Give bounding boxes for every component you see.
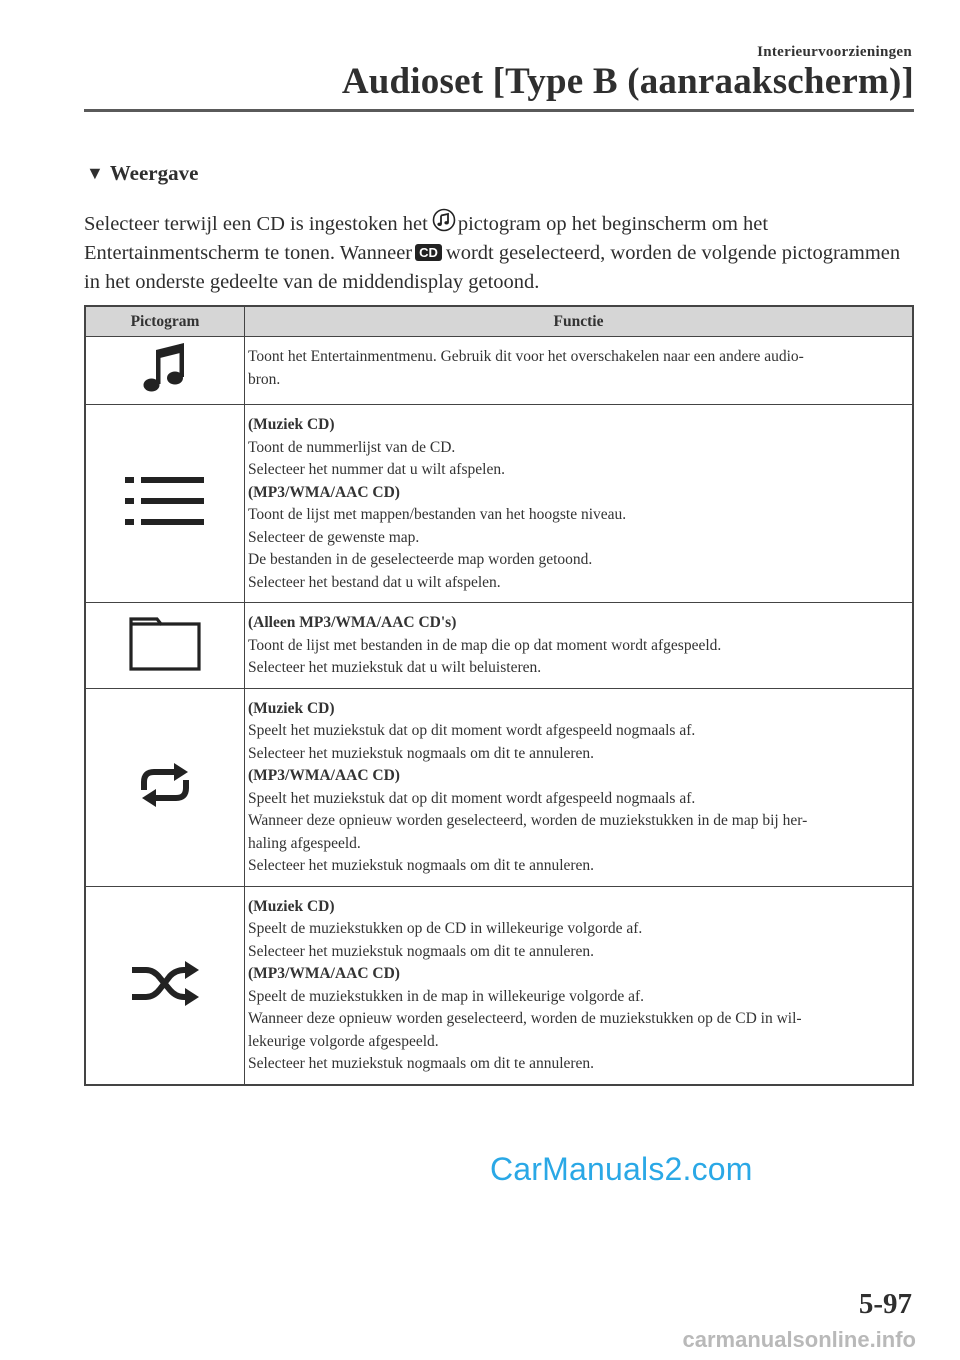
footer-source: carmanualsonline.info xyxy=(682,1327,916,1352)
description-line: Toont de nummerlijst van de CD. xyxy=(248,438,456,456)
description-line: Selecteer het muziekstuk dat u wilt beluisteren. xyxy=(248,659,542,676)
description-line: Selecteer het muziekstuk nogmaals om dit te annuleren. xyxy=(248,1055,595,1072)
description-line: Wanneer deze opnieuw worden geselecteerd, worden de muziekstukken in de map bij her- xyxy=(248,812,808,829)
page-number: 5-97 xyxy=(858,1288,912,1320)
page-title: Audioset [Type B (aanraakscherm)] xyxy=(341,61,914,102)
function-table xyxy=(84,305,914,1086)
description-line: Speelt het muziekstuk dat op dit moment wordt afgespeeld nogmaals af. xyxy=(248,789,696,807)
section-heading-text: Weergave xyxy=(109,161,199,185)
repeat-icon xyxy=(134,760,196,810)
icon-cell xyxy=(85,603,245,689)
description-line: (Muziek CD) xyxy=(248,699,335,717)
intro-paragraph xyxy=(84,207,904,297)
section-heading xyxy=(86,161,198,186)
triangle-down-icon: ▼ xyxy=(86,163,104,183)
description-line: Selecteer het muziekstuk nogmaals om dit te annuleren. xyxy=(248,942,595,960)
list-icon xyxy=(125,476,205,526)
section-label: Interieurvoorzieningen xyxy=(757,44,912,60)
description-line: (MP3/WMA/AAC CD) xyxy=(248,965,400,982)
table-header-row xyxy=(85,306,913,337)
table-row xyxy=(85,337,913,405)
description-line: (Muziek CD) xyxy=(248,897,335,915)
music-note-icon xyxy=(139,338,191,398)
intro-text-1: Selecteer terwijl een CD is ingestoken het xyxy=(84,213,428,235)
icon-cell xyxy=(85,337,245,405)
cd-icon: CD xyxy=(415,244,442,261)
description-cell xyxy=(245,405,914,603)
table-row xyxy=(85,688,913,886)
folder-icon xyxy=(129,615,201,671)
header-pictogram: Pictogram xyxy=(85,306,245,337)
music-note-circle-icon xyxy=(432,207,456,233)
description-line: haling afgespeeld. xyxy=(248,834,361,852)
description-cell xyxy=(245,886,914,1085)
description-line: Selecteer het muziekstuk nogmaals om dit te annuleren. xyxy=(248,744,595,762)
description-cell xyxy=(245,337,914,405)
description-line: lekeurige volgorde afgespeeld. xyxy=(248,1032,439,1050)
icon-cell xyxy=(85,886,245,1085)
description-line: Toont de lijst met mappen/bestanden van het hoogste niveau. xyxy=(248,506,627,523)
header-divider xyxy=(84,109,914,112)
shuffle-icon xyxy=(130,960,200,1006)
intro-text-2: pictogram op het beginscherm om het Entertainmentscherm te tonen. Wanneer xyxy=(84,213,769,264)
description-line: (MP3/WMA/AAC CD) xyxy=(248,767,400,784)
description-line: Toont het Entertainmentmenu. Gebruik dit voor het overschakelen naar een andere audio- xyxy=(248,348,804,365)
description-line: Speelt het muziekstuk dat op dit moment wordt afgespeeld nogmaals af. xyxy=(248,722,696,739)
description-line: bron. xyxy=(248,370,281,388)
description-line: Speelt de muziekstukken in de map in willekeurige volgorde af. xyxy=(248,987,644,1005)
description-cell xyxy=(245,688,914,886)
description-line: (MP3/WMA/AAC CD) xyxy=(248,483,400,501)
description-line: Selecteer de gewenste map. xyxy=(248,528,420,546)
description-line: (Muziek CD) xyxy=(248,416,335,433)
description-line: Selecteer het muziekstuk nogmaals om dit te annuleren. xyxy=(248,857,595,874)
description-line: (Alleen MP3/WMA/AAC CD's) xyxy=(248,614,457,631)
description-line: Speelt de muziekstukken op de CD in willekeurige volgorde af. xyxy=(248,920,643,937)
icon-cell xyxy=(85,688,245,886)
description-line: Selecteer het bestand dat u wilt afspelen. xyxy=(248,573,501,591)
description-cell xyxy=(245,603,914,689)
description-line: Wanneer deze opnieuw worden geselecteerd, worden de muziekstukken op de CD in wil- xyxy=(248,1010,802,1027)
table-row xyxy=(85,886,913,1085)
table-row xyxy=(85,603,913,689)
intro-text-3: wordt geselecteerd, worden de volgende pictogrammen in het onderste gedeelte van de middendisplay getoond. xyxy=(84,242,901,293)
header-functie: Functie xyxy=(245,306,914,337)
icon-cell xyxy=(85,405,245,603)
table-row xyxy=(85,405,913,603)
description-line: De bestanden in de geselecteerde map worden getoond. xyxy=(248,551,593,568)
description-line: Toont de lijst met bestanden in de map die op dat moment wordt afgespeeld. xyxy=(248,636,722,654)
watermark: CarManuals2.com xyxy=(490,1151,753,1187)
description-line: Selecteer het nummer dat u wilt afspelen. xyxy=(248,461,505,478)
